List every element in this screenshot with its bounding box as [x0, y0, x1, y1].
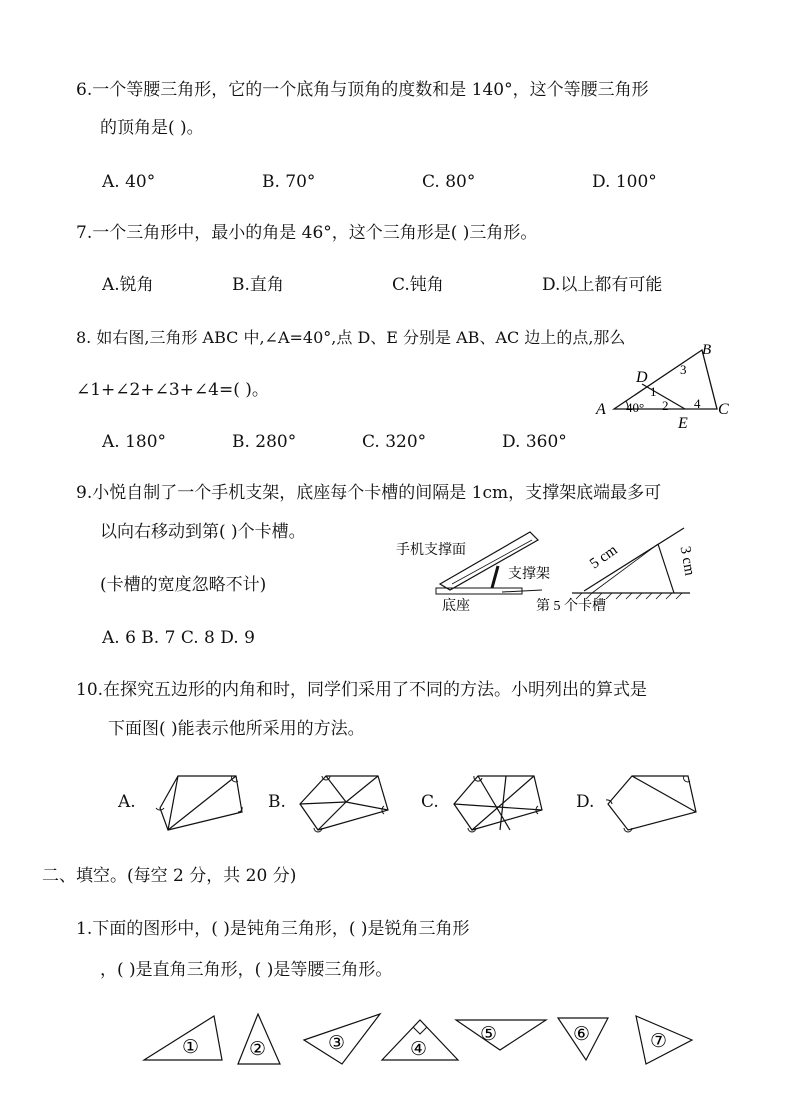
q8-label-a: A [596, 401, 606, 418]
q10-pentagon-c [450, 772, 550, 834]
q10-option-a-label: A. [118, 792, 136, 812]
q6-option-d: D. 100° [592, 172, 657, 192]
q6-option-a: A. 40° [102, 172, 156, 192]
q8-label-b: B [702, 342, 712, 358]
shape-label-5: ⑤ [480, 1024, 498, 1045]
q8-option-b: B. 280° [232, 432, 297, 452]
q8-line1: 8. 如右图,三角形 ABC 中,∠A=40°,点 D、E 分别是 AB、AC 边上的点,那么 [76, 328, 626, 347]
q6-option-b: B. 70° [262, 172, 316, 192]
q9-label-base: 底座 [442, 599, 470, 614]
q6-option-c: C. 80° [422, 172, 476, 192]
q8-label-d: D [636, 369, 648, 386]
q9-line1: 9.小悦自制了一个手机支架，底座每个卡槽的间隔是 1cm，支撑架底端最多可 [76, 483, 662, 503]
q8-label-2: 2 [662, 398, 669, 413]
q8-triangle-figure [592, 340, 742, 430]
q9-label-phone-surface: 手机支撑面 [396, 543, 466, 558]
q10-option-b-label: B. [268, 792, 286, 812]
q9-phone-stand-figure [392, 526, 698, 616]
q9-label-3cm: 3 cm [676, 544, 698, 577]
q10-line2: 下面图( )能表示他所采用的方法。 [108, 719, 365, 739]
q8-label-4: 4 [694, 396, 701, 411]
q8-label-3: 3 [680, 362, 687, 377]
q7-line1: 7.一个三角形中，最小的角是 46°，这个三角形是( )三角形。 [76, 223, 538, 243]
q10-line1: 10.在探究五边形的内角和时，同学们采用了不同的方法。小明列出的算式是 [76, 680, 648, 700]
q8-label-angle: 40° [626, 400, 645, 415]
q10-option-d-label: D. [576, 792, 595, 812]
q9-label-support: 支撑架 [508, 567, 550, 582]
q8-label-e: E [678, 415, 688, 432]
shape-label-3: ③ [328, 1033, 346, 1054]
q8-option-a: A. 180° [102, 432, 167, 452]
q10-pentagon-a [146, 772, 246, 834]
shape-label-7: ⑦ [650, 1031, 668, 1052]
q9-label-slot5: 第 5 个卡槽 [536, 599, 606, 614]
q7-option-a: A.锐角 [102, 275, 154, 295]
q10-pentagon-d [604, 772, 704, 834]
shape-label-1: ① [182, 1037, 200, 1058]
q9-options: A. 6 B. 7 C. 8 D. 9 [102, 628, 255, 648]
shape-label-6: ⑥ [573, 1024, 591, 1045]
q10-pentagon-b [296, 772, 396, 834]
q8-label-c: C [718, 401, 729, 418]
q9-note: (卡槽的宽度忽略不计) [100, 575, 267, 595]
section2-q1-line2: ，( )是直角三角形，( )是等腰三角形。 [100, 960, 393, 980]
section2-q1-line1: 1.下面的图形中，( )是钝角三角形，( )是锐角三角形 [76, 919, 470, 939]
triangle-shapes-row [142, 1010, 702, 1070]
q7-option-d: D.以上都有可能 [542, 275, 663, 295]
shape-label-2: ② [249, 1039, 267, 1060]
q10-option-c-label: C. [421, 792, 439, 812]
q6-line2: 的顶角是( )。 [100, 118, 204, 138]
section2-title: 二、填空。(每空 2 分，共 20 分) [42, 866, 297, 886]
q6-line1: 6.一个等腰三角形，它的一个底角与顶角的度数和是 140°，这个等腰三角形 [76, 80, 649, 100]
q8-line2: ∠1+∠2+∠3+∠4=( )。 [76, 380, 269, 400]
q8-option-c: C. 320° [362, 432, 427, 452]
shape-label-4: ④ [410, 1039, 428, 1060]
q7-option-c: C.钝角 [392, 275, 444, 295]
q8-label-1: 1 [650, 384, 657, 399]
q9-label-5cm: 5 cm [587, 542, 621, 573]
q7-option-b: B.直角 [232, 275, 284, 295]
q9-line2: 以向右移动到第( )个卡槽。 [100, 522, 306, 542]
q8-option-d: D. 360° [502, 432, 567, 452]
